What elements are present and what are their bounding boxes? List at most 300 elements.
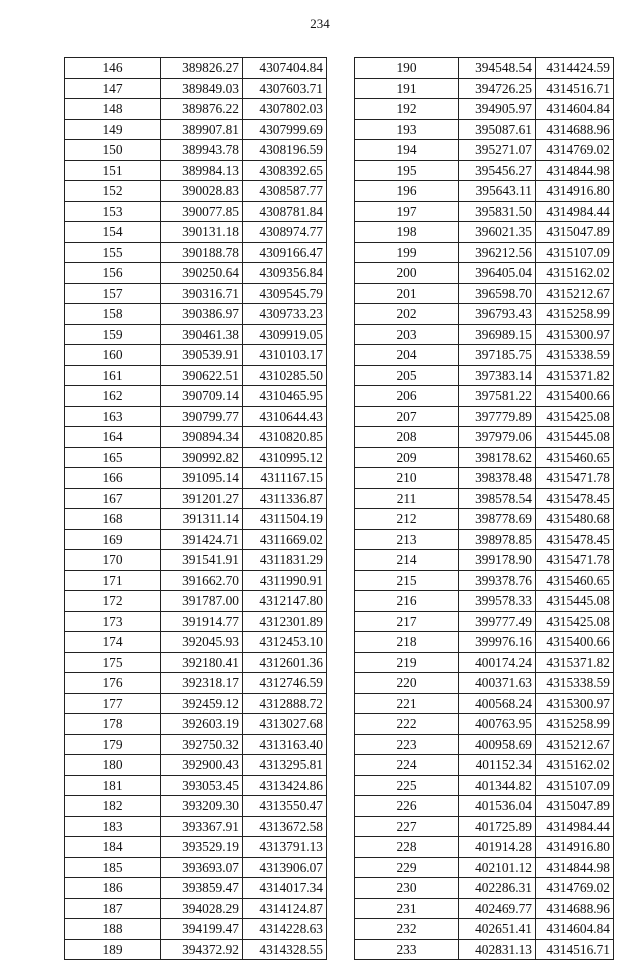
x-coordinate-cell: 401152.34	[459, 755, 536, 776]
x-coordinate-cell: 394372.92	[161, 939, 243, 960]
point-number-cell: 182	[65, 796, 161, 817]
y-coordinate-cell: 4314844.98	[536, 160, 614, 181]
y-coordinate-cell: 4315212.67	[536, 283, 614, 304]
y-coordinate-cell: 4315480.68	[536, 509, 614, 530]
point-number-cell: 191	[355, 78, 459, 99]
table-row	[65, 775, 327, 796]
y-coordinate-cell: 4315107.09	[536, 775, 614, 796]
x-coordinate-cell: 392459.12	[161, 693, 243, 714]
table-row	[65, 468, 327, 489]
table-row	[355, 775, 614, 796]
point-number-cell: 179	[65, 734, 161, 755]
y-coordinate-cell: 4308392.65	[243, 160, 327, 181]
x-coordinate-cell: 394905.97	[459, 99, 536, 120]
point-number-cell: 149	[65, 119, 161, 140]
y-coordinate-cell: 4311504.19	[243, 509, 327, 530]
x-coordinate-cell: 401725.89	[459, 816, 536, 837]
y-coordinate-cell: 4309166.47	[243, 242, 327, 263]
table-row	[65, 652, 327, 673]
point-number-cell: 170	[65, 550, 161, 571]
table-row	[65, 99, 327, 120]
y-coordinate-cell: 4309545.79	[243, 283, 327, 304]
y-coordinate-cell: 4315212.67	[536, 734, 614, 755]
point-number-cell: 190	[355, 58, 459, 79]
point-number-cell: 214	[355, 550, 459, 571]
table-row	[65, 140, 327, 161]
y-coordinate-cell: 4310644.43	[243, 406, 327, 427]
point-number-cell: 153	[65, 201, 161, 222]
y-coordinate-cell: 4311167.15	[243, 468, 327, 489]
point-number-cell: 186	[65, 878, 161, 899]
table-row	[65, 591, 327, 612]
y-coordinate-cell: 4309733.23	[243, 304, 327, 325]
x-coordinate-cell: 402831.13	[459, 939, 536, 960]
x-coordinate-cell: 389876.22	[161, 99, 243, 120]
table-row	[65, 304, 327, 325]
table-row	[65, 242, 327, 263]
y-coordinate-cell: 4312147.80	[243, 591, 327, 612]
point-number-cell: 164	[65, 427, 161, 448]
table-row	[355, 939, 614, 960]
table-row	[355, 611, 614, 632]
point-number-cell: 209	[355, 447, 459, 468]
table-row	[355, 488, 614, 509]
table-row	[355, 755, 614, 776]
x-coordinate-cell: 391541.91	[161, 550, 243, 571]
point-number-cell: 221	[355, 693, 459, 714]
table-row	[355, 406, 614, 427]
y-coordinate-cell: 4312453.10	[243, 632, 327, 653]
point-number-cell: 194	[355, 140, 459, 161]
x-coordinate-cell: 391662.70	[161, 570, 243, 591]
table-row	[355, 222, 614, 243]
x-coordinate-cell: 396793.43	[459, 304, 536, 325]
point-number-cell: 218	[355, 632, 459, 653]
x-coordinate-cell: 393053.45	[161, 775, 243, 796]
table-row	[65, 365, 327, 386]
table-row	[65, 693, 327, 714]
x-coordinate-cell: 398578.54	[459, 488, 536, 509]
x-coordinate-cell: 397979.06	[459, 427, 536, 448]
y-coordinate-cell: 4313424.86	[243, 775, 327, 796]
y-coordinate-cell: 4315400.66	[536, 386, 614, 407]
table-row	[65, 447, 327, 468]
table-row	[65, 550, 327, 571]
y-coordinate-cell: 4315258.99	[536, 714, 614, 735]
y-coordinate-cell: 4309356.84	[243, 263, 327, 284]
point-number-cell: 229	[355, 857, 459, 878]
x-coordinate-cell: 398378.48	[459, 468, 536, 489]
y-coordinate-cell: 4312301.89	[243, 611, 327, 632]
x-coordinate-cell: 394028.29	[161, 898, 243, 919]
table-row	[355, 324, 614, 345]
coordinate-table-right	[354, 57, 614, 960]
y-coordinate-cell: 4308587.77	[243, 181, 327, 202]
table-row	[355, 878, 614, 899]
y-coordinate-cell: 4312746.59	[243, 673, 327, 694]
point-number-cell: 196	[355, 181, 459, 202]
table-row	[65, 427, 327, 448]
table-row	[355, 201, 614, 222]
table-row	[355, 529, 614, 550]
table-row	[355, 652, 614, 673]
y-coordinate-cell: 4314688.96	[536, 119, 614, 140]
x-coordinate-cell: 401914.28	[459, 837, 536, 858]
x-coordinate-cell: 399178.90	[459, 550, 536, 571]
y-coordinate-cell: 4315478.45	[536, 488, 614, 509]
table-row	[65, 837, 327, 858]
table-row	[65, 488, 327, 509]
x-coordinate-cell: 389984.13	[161, 160, 243, 181]
y-coordinate-cell: 4315300.97	[536, 693, 614, 714]
y-coordinate-cell: 4315047.89	[536, 222, 614, 243]
y-coordinate-cell: 4314017.34	[243, 878, 327, 899]
table-row	[65, 222, 327, 243]
y-coordinate-cell: 4314769.02	[536, 140, 614, 161]
x-coordinate-cell: 389849.03	[161, 78, 243, 99]
x-coordinate-cell: 393209.30	[161, 796, 243, 817]
x-coordinate-cell: 389943.78	[161, 140, 243, 161]
x-coordinate-cell: 401536.04	[459, 796, 536, 817]
y-coordinate-cell: 4309919.05	[243, 324, 327, 345]
point-number-cell: 148	[65, 99, 161, 120]
table-row	[355, 468, 614, 489]
y-coordinate-cell: 4315371.82	[536, 365, 614, 386]
table-row	[65, 919, 327, 940]
coordinate-table-left	[64, 57, 327, 960]
point-number-cell: 201	[355, 283, 459, 304]
y-coordinate-cell: 4311336.87	[243, 488, 327, 509]
x-coordinate-cell: 393693.07	[161, 857, 243, 878]
x-coordinate-cell: 396598.70	[459, 283, 536, 304]
x-coordinate-cell: 390316.71	[161, 283, 243, 304]
point-number-cell: 206	[355, 386, 459, 407]
x-coordinate-cell: 402286.31	[459, 878, 536, 899]
x-coordinate-cell: 394726.25	[459, 78, 536, 99]
y-coordinate-cell: 4311831.29	[243, 550, 327, 571]
point-number-cell: 172	[65, 591, 161, 612]
table-row	[355, 427, 614, 448]
point-number-cell: 202	[355, 304, 459, 325]
y-coordinate-cell: 4314516.71	[536, 939, 614, 960]
point-number-cell: 232	[355, 919, 459, 940]
point-number-cell: 147	[65, 78, 161, 99]
y-coordinate-cell: 4315445.08	[536, 591, 614, 612]
y-coordinate-cell: 4308196.59	[243, 140, 327, 161]
table-row	[65, 570, 327, 591]
y-coordinate-cell: 4315162.02	[536, 263, 614, 284]
y-coordinate-cell: 4315425.08	[536, 406, 614, 427]
x-coordinate-cell: 392750.32	[161, 734, 243, 755]
x-coordinate-cell: 390709.14	[161, 386, 243, 407]
x-coordinate-cell: 402101.12	[459, 857, 536, 878]
point-number-cell: 184	[65, 837, 161, 858]
y-coordinate-cell: 4313550.47	[243, 796, 327, 817]
x-coordinate-cell: 396212.56	[459, 242, 536, 263]
y-coordinate-cell: 4314604.84	[536, 919, 614, 940]
table-row	[355, 160, 614, 181]
y-coordinate-cell: 4310995.12	[243, 447, 327, 468]
y-coordinate-cell: 4313672.58	[243, 816, 327, 837]
y-coordinate-cell: 4314124.87	[243, 898, 327, 919]
y-coordinate-cell: 4315460.65	[536, 570, 614, 591]
table-row	[355, 304, 614, 325]
point-number-cell: 160	[65, 345, 161, 366]
table-row	[65, 160, 327, 181]
x-coordinate-cell: 389907.81	[161, 119, 243, 140]
table-row	[65, 509, 327, 530]
point-number-cell: 175	[65, 652, 161, 673]
y-coordinate-cell: 4315162.02	[536, 755, 614, 776]
point-number-cell: 213	[355, 529, 459, 550]
y-coordinate-cell: 4315478.45	[536, 529, 614, 550]
table-row	[355, 796, 614, 817]
y-coordinate-cell: 4315258.99	[536, 304, 614, 325]
x-coordinate-cell: 400174.24	[459, 652, 536, 673]
table-row	[355, 837, 614, 858]
x-coordinate-cell: 390131.18	[161, 222, 243, 243]
y-coordinate-cell: 4313906.07	[243, 857, 327, 878]
point-number-cell: 192	[355, 99, 459, 120]
table-row	[65, 898, 327, 919]
point-number-cell: 178	[65, 714, 161, 735]
point-number-cell: 195	[355, 160, 459, 181]
point-number-cell: 181	[65, 775, 161, 796]
x-coordinate-cell: 395831.50	[459, 201, 536, 222]
x-coordinate-cell: 395087.61	[459, 119, 536, 140]
y-coordinate-cell: 4314916.80	[536, 837, 614, 858]
x-coordinate-cell: 390539.91	[161, 345, 243, 366]
table-row	[65, 406, 327, 427]
point-number-cell: 161	[65, 365, 161, 386]
table-row	[355, 263, 614, 284]
x-coordinate-cell: 399578.33	[459, 591, 536, 612]
x-coordinate-cell: 390188.78	[161, 242, 243, 263]
point-number-cell: 158	[65, 304, 161, 325]
table-row	[355, 570, 614, 591]
x-coordinate-cell: 396021.35	[459, 222, 536, 243]
y-coordinate-cell: 4314844.98	[536, 857, 614, 878]
point-number-cell: 216	[355, 591, 459, 612]
y-coordinate-cell: 4315460.65	[536, 447, 614, 468]
x-coordinate-cell: 391311.14	[161, 509, 243, 530]
point-number-cell: 150	[65, 140, 161, 161]
x-coordinate-cell: 398778.69	[459, 509, 536, 530]
x-coordinate-cell: 399777.49	[459, 611, 536, 632]
y-coordinate-cell: 4310820.85	[243, 427, 327, 448]
y-coordinate-cell: 4313027.68	[243, 714, 327, 735]
y-coordinate-cell: 4310103.17	[243, 345, 327, 366]
y-coordinate-cell: 4313295.81	[243, 755, 327, 776]
table-row	[65, 283, 327, 304]
point-number-cell: 156	[65, 263, 161, 284]
table-row	[355, 99, 614, 120]
y-coordinate-cell: 4315445.08	[536, 427, 614, 448]
table-row	[65, 529, 327, 550]
table-row	[355, 550, 614, 571]
table-row	[355, 898, 614, 919]
x-coordinate-cell: 391424.71	[161, 529, 243, 550]
y-coordinate-cell: 4307404.84	[243, 58, 327, 79]
table-row	[355, 632, 614, 653]
table-row	[355, 673, 614, 694]
table-row	[355, 509, 614, 530]
y-coordinate-cell: 4315425.08	[536, 611, 614, 632]
x-coordinate-cell: 390894.34	[161, 427, 243, 448]
x-coordinate-cell: 395456.27	[459, 160, 536, 181]
point-number-cell: 231	[355, 898, 459, 919]
point-number-cell: 177	[65, 693, 161, 714]
x-coordinate-cell: 400763.95	[459, 714, 536, 735]
table-row	[65, 324, 327, 345]
table-row	[355, 591, 614, 612]
y-coordinate-cell: 4312601.36	[243, 652, 327, 673]
y-coordinate-cell: 4314516.71	[536, 78, 614, 99]
point-number-cell: 193	[355, 119, 459, 140]
x-coordinate-cell: 396405.04	[459, 263, 536, 284]
y-coordinate-cell: 4315338.59	[536, 345, 614, 366]
x-coordinate-cell: 400958.69	[459, 734, 536, 755]
x-coordinate-cell: 391914.77	[161, 611, 243, 632]
table-row	[65, 816, 327, 837]
table-row	[65, 78, 327, 99]
page-number: 234	[310, 16, 330, 31]
point-number-cell: 162	[65, 386, 161, 407]
table-row	[355, 242, 614, 263]
point-number-cell: 157	[65, 283, 161, 304]
x-coordinate-cell: 393859.47	[161, 878, 243, 899]
point-number-cell: 203	[355, 324, 459, 345]
x-coordinate-cell: 398178.62	[459, 447, 536, 468]
table-row	[65, 734, 327, 755]
point-number-cell: 165	[65, 447, 161, 468]
x-coordinate-cell: 390799.77	[161, 406, 243, 427]
y-coordinate-cell: 4314328.55	[243, 939, 327, 960]
table-row	[355, 78, 614, 99]
x-coordinate-cell: 396989.15	[459, 324, 536, 345]
y-coordinate-cell: 4308974.77	[243, 222, 327, 243]
point-number-cell: 185	[65, 857, 161, 878]
point-number-cell: 154	[65, 222, 161, 243]
point-number-cell: 152	[65, 181, 161, 202]
x-coordinate-cell: 390250.64	[161, 263, 243, 284]
y-coordinate-cell: 4315047.89	[536, 796, 614, 817]
y-coordinate-cell: 4310285.50	[243, 365, 327, 386]
table-row	[355, 714, 614, 735]
point-number-cell: 199	[355, 242, 459, 263]
point-number-cell: 225	[355, 775, 459, 796]
table-row	[65, 386, 327, 407]
point-number-cell: 211	[355, 488, 459, 509]
point-number-cell: 219	[355, 652, 459, 673]
x-coordinate-cell: 391201.27	[161, 488, 243, 509]
point-number-cell: 171	[65, 570, 161, 591]
y-coordinate-cell: 4312888.72	[243, 693, 327, 714]
x-coordinate-cell: 399378.76	[459, 570, 536, 591]
point-number-cell: 180	[65, 755, 161, 776]
point-number-cell: 168	[65, 509, 161, 530]
table-row	[355, 140, 614, 161]
y-coordinate-cell: 4314916.80	[536, 181, 614, 202]
table-row	[355, 734, 614, 755]
y-coordinate-cell: 4315338.59	[536, 673, 614, 694]
table-row	[355, 58, 614, 79]
point-number-cell: 217	[355, 611, 459, 632]
y-coordinate-cell: 4314424.59	[536, 58, 614, 79]
x-coordinate-cell: 402469.77	[459, 898, 536, 919]
point-number-cell: 212	[355, 509, 459, 530]
x-coordinate-cell: 390077.85	[161, 201, 243, 222]
x-coordinate-cell: 399976.16	[459, 632, 536, 653]
point-number-cell: 230	[355, 878, 459, 899]
point-number-cell: 222	[355, 714, 459, 735]
x-coordinate-cell: 397383.14	[459, 365, 536, 386]
point-number-cell: 226	[355, 796, 459, 817]
table-row	[355, 693, 614, 714]
x-coordinate-cell: 389826.27	[161, 58, 243, 79]
point-number-cell: 220	[355, 673, 459, 694]
point-number-cell: 188	[65, 919, 161, 940]
table-row	[355, 919, 614, 940]
y-coordinate-cell: 4308781.84	[243, 201, 327, 222]
x-coordinate-cell: 390386.97	[161, 304, 243, 325]
y-coordinate-cell: 4307603.71	[243, 78, 327, 99]
y-coordinate-cell: 4315107.09	[536, 242, 614, 263]
x-coordinate-cell: 401344.82	[459, 775, 536, 796]
point-number-cell: 198	[355, 222, 459, 243]
point-number-cell: 205	[355, 365, 459, 386]
x-coordinate-cell: 395643.11	[459, 181, 536, 202]
point-number-cell: 173	[65, 611, 161, 632]
x-coordinate-cell: 397779.89	[459, 406, 536, 427]
y-coordinate-cell: 4315471.78	[536, 550, 614, 571]
x-coordinate-cell: 394199.47	[161, 919, 243, 940]
x-coordinate-cell: 393367.91	[161, 816, 243, 837]
y-coordinate-cell: 4311990.91	[243, 570, 327, 591]
x-coordinate-cell: 400568.24	[459, 693, 536, 714]
point-number-cell: 174	[65, 632, 161, 653]
x-coordinate-cell: 394548.54	[459, 58, 536, 79]
table-row	[355, 365, 614, 386]
point-number-cell: 223	[355, 734, 459, 755]
table-row	[355, 816, 614, 837]
x-coordinate-cell: 395271.07	[459, 140, 536, 161]
point-number-cell: 176	[65, 673, 161, 694]
point-number-cell: 155	[65, 242, 161, 263]
point-number-cell: 197	[355, 201, 459, 222]
y-coordinate-cell: 4313791.13	[243, 837, 327, 858]
point-number-cell: 187	[65, 898, 161, 919]
x-coordinate-cell: 390461.38	[161, 324, 243, 345]
table-row	[355, 283, 614, 304]
x-coordinate-cell: 398978.85	[459, 529, 536, 550]
x-coordinate-cell: 397185.75	[459, 345, 536, 366]
point-number-cell: 233	[355, 939, 459, 960]
x-coordinate-cell: 390028.83	[161, 181, 243, 202]
point-number-cell: 215	[355, 570, 459, 591]
table-row	[65, 939, 327, 960]
table-row	[355, 345, 614, 366]
y-coordinate-cell: 4314688.96	[536, 898, 614, 919]
table-row	[65, 58, 327, 79]
y-coordinate-cell: 4315471.78	[536, 468, 614, 489]
y-coordinate-cell: 4315300.97	[536, 324, 614, 345]
y-coordinate-cell: 4314984.44	[536, 816, 614, 837]
y-coordinate-cell: 4311669.02	[243, 529, 327, 550]
point-number-cell: 151	[65, 160, 161, 181]
x-coordinate-cell: 392603.19	[161, 714, 243, 735]
point-number-cell: 166	[65, 468, 161, 489]
